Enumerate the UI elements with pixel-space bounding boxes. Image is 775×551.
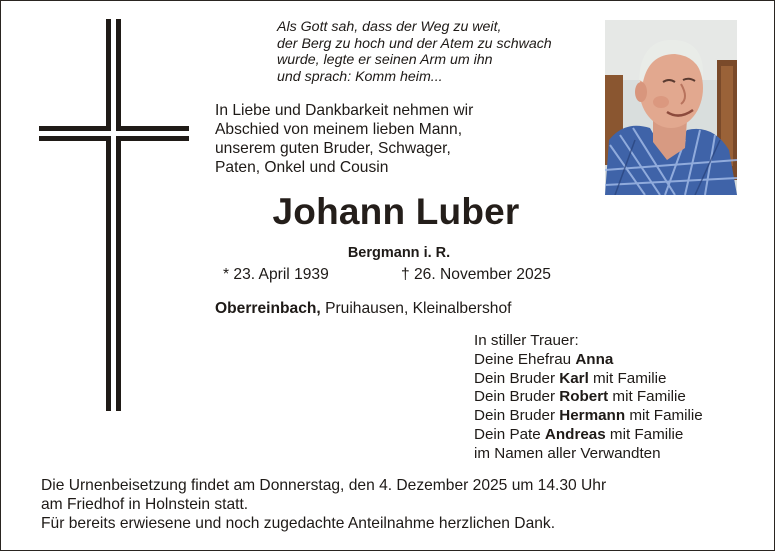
intro-line: Abschied von meinem lieben Mann, [215, 121, 463, 138]
poem-line: Als Gott sah, dass der Weg zu weit, [277, 19, 502, 35]
intro-line: In Liebe und Dankbarkeit nehmen wir [215, 102, 474, 119]
intro-line: Paten, Onkel und Cousin [215, 159, 389, 176]
place-primary: Oberreinbach, [215, 300, 321, 317]
place-others: Pruihausen, Kleinalbershof [320, 300, 512, 317]
mourners-closing: im Namen aller Verwandten [474, 444, 661, 462]
intro-text [215, 101, 535, 177]
mourner-entry: Deine Ehefrau Anna [474, 350, 614, 368]
mourners-list [474, 332, 774, 464]
mourner-entry: Dein Bruder Karl mit Familie [474, 369, 667, 387]
deceased-occupation: Bergmann i. R. [347, 245, 451, 261]
birth-date: * 23. April 1939 [223, 266, 329, 283]
footer-line: Die Urnenbeisetzung findet am Donnerstag, den 4. Dezember 2025 um 14.30 Uhr [41, 477, 607, 494]
poem-line: der Berg zu hoch und der Atem zu schwach [277, 35, 552, 52]
deceased-name: Johann Luber [272, 191, 520, 232]
mourner-entry: Dein Bruder Robert mit Familie [474, 388, 686, 406]
poem-line: und sprach: Komm heim... [277, 68, 443, 85]
mourner-entry: Dein Bruder Hermann mit Familie [474, 407, 703, 425]
intro-line: unserem guten Bruder, Schwager, [215, 140, 451, 157]
footer-line: am Friedhof in Holnstein statt. [41, 496, 249, 513]
funeral-notice [41, 476, 761, 533]
memorial-poem [277, 19, 597, 85]
death-date: † 26. November 2025 [401, 266, 551, 283]
mourners-heading: In stiller Trauer: [474, 332, 579, 349]
portrait-photo [605, 20, 737, 195]
poem-line: wurde, legte er seinen Arm um ihn [277, 52, 493, 68]
places-line [215, 300, 511, 318]
footer-line: Für bereits erwiesene und noch zugedachte Anteilnahme herzlichen Dank. [41, 515, 556, 532]
mourner-entry: Dein Pate Andreas mit Familie [474, 425, 684, 443]
